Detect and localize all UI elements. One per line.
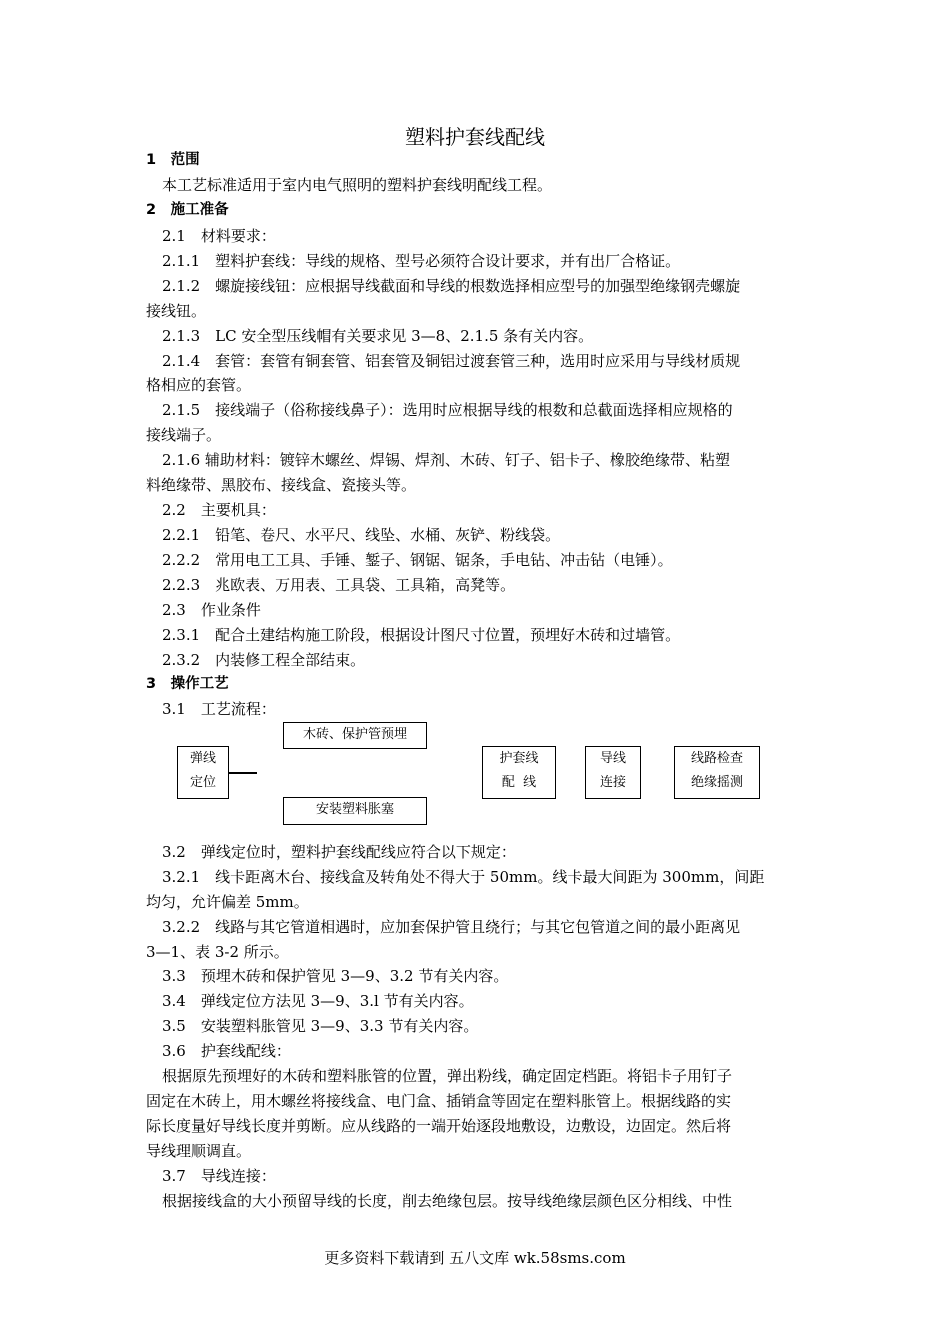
- flow-box-layout-line2: 定位: [189, 775, 216, 790]
- flow-box-inspect-line1: 线路检查: [690, 751, 743, 766]
- document-title: 塑料护套线配线: [405, 125, 545, 149]
- flow-box-wiring-line1: 护套线: [499, 751, 539, 766]
- paragraph-3-7-line1: 根据接线盒的大小预留导线的长度，削去绝缘包层。按导线绝缘层颜色区分相线、中性: [162, 1192, 733, 1210]
- flow-box-layout: [177, 746, 229, 799]
- section-2-1-1: 2.1.1 塑料护套线：导线的规格、型号必须符合设计要求，并有出厂合格证。: [162, 252, 681, 270]
- section-3-2-1: 3.2.1 线卡距离木台、接线盒及转角处不得大于 50mm。线卡最大间距为 300mm，间距: [162, 868, 765, 886]
- flow-box-connect-line2: 连接: [599, 775, 626, 790]
- section-2-3-1: 2.3.1 配合土建结构施工阶段，根据设计图尺寸位置，预埋好木砖和过墙管。: [162, 626, 681, 644]
- section-2-1: 2.1 材料要求：: [162, 227, 276, 245]
- section-2-1-3: 2.1.3 LC 安全型压线帽有关要求见 3—8、2.1.5 条有关内容。: [162, 327, 594, 345]
- flow-box-inspect-line2: 绝缘摇测: [690, 775, 743, 790]
- section-1-heading: 1 范围: [146, 152, 200, 168]
- section-2-1-4-cont: 格相应的套管。: [146, 376, 252, 394]
- paragraph-scope: 本工艺标准适用于室内电气照明的塑料护套线明配线工程。: [162, 176, 553, 194]
- section-3-3: 3.3 预埋木砖和保护管见 3—9、3.2 节有关内容。: [162, 967, 509, 985]
- section-2-1-5: 2.1.5 接线端子（俗称接线鼻子）：选用时应根据导线的根数和总截面选择相应规格的: [162, 401, 733, 419]
- paragraph-3-6-line2: 固定在木砖上，用木螺丝将接线盒、电门盒、插销盒等固定在塑料胀管上。根据线路的实: [146, 1092, 732, 1110]
- page-footer: 更多资料下载请到 五八文库 wk.58sms.com: [324, 1249, 626, 1267]
- section-2-1-6: 2.1.6 辅助材料：镀锌木螺丝、焊锡、焊剂、木砖、钉子、铝卡子、橡胶绝缘带、粘塑: [162, 451, 730, 469]
- section-3-2-2: 3.2.2 线路与其它管道相遇时，应加套保护管且绕行；与其它包管道之间的最小距离见: [162, 918, 741, 936]
- section-3-2-1-cont: 均匀，允许偏差 5mm。: [146, 893, 309, 911]
- flow-box-inspect: [674, 746, 760, 799]
- flow-box-connect-line1: 导线: [599, 751, 626, 766]
- section-2-2: 2.2 主要机具：: [162, 501, 276, 519]
- section-3-5: 3.5 安装塑料胀管见 3—9、3.3 节有关内容。: [162, 1017, 479, 1035]
- section-3-6: 3.6 护套线配线：: [162, 1042, 291, 1060]
- flow-box-layout-line1: 弹线: [189, 751, 216, 766]
- section-2-1-4: 2.1.4 套管：套管有铜套管、铝套管及铜铝过渡套管三种，选用时应采用与导线材质规: [162, 352, 741, 370]
- section-2-2-1: 2.2.1 铅笔、卷尺、水平尺、线坠、水桶、灰铲、粉线袋。: [162, 526, 561, 544]
- section-2-3-2: 2.3.2 内装修工程全部结束。: [162, 651, 366, 669]
- section-3-heading: 3 操作工艺: [146, 676, 229, 692]
- flow-connector: [229, 772, 257, 774]
- flow-box-wiring: [482, 746, 556, 799]
- flow-box-embed-wood: [283, 722, 427, 749]
- paragraph-3-6-line4: 导线理顺调直。: [146, 1142, 252, 1160]
- section-2-3: 2.3 作业条件: [162, 601, 261, 619]
- paragraph-3-6-line3: 际长度量好导线长度并剪断。应从线路的一端开始逐段地敷设，边敷设，边固定。然后将: [146, 1117, 732, 1135]
- section-3-2-2-cont: 3—1、表 3-2 所示。: [146, 943, 289, 961]
- section-3-4: 3.4 弹线定位方法见 3—9、3.l 节有关内容。: [162, 992, 474, 1010]
- section-3-2: 3.2 弹线定位时，塑料护套线配线应符合以下规定：: [162, 843, 516, 861]
- paragraph-3-6-line1: 根据原先预埋好的木砖和塑料胀管的位置，弹出粉线，确定固定档距。将铝卡子用钉子: [162, 1067, 733, 1085]
- flow-box-install-anchor: [283, 797, 427, 825]
- flow-box-install-anchor-label: 安装塑料胀塞: [315, 802, 394, 817]
- flow-box-connect: [585, 746, 641, 799]
- section-2-2-2: 2.2.2 常用电工工具、手锤、錾子、钢锯、锯条，手电钻、冲击钻（电锤）。: [162, 551, 673, 569]
- section-2-heading: 2 施工准备: [146, 202, 229, 218]
- section-3-1: 3.1 工艺流程：: [162, 700, 276, 718]
- section-2-1-6-cont: 料绝缘带、黑胶布、接线盒、瓷接头等。: [146, 476, 417, 494]
- section-2-1-2: 2.1.2 螺旋接线钮：应根据导线截面和导线的根数选择相应型号的加强型绝缘钢壳螺旋: [162, 277, 741, 295]
- section-2-1-2-cont: 接线钮。: [146, 302, 207, 320]
- flow-box-wiring-line2: 配 线: [501, 775, 537, 790]
- section-2-1-5-cont: 接线端子。: [146, 426, 222, 444]
- flow-box-embed-wood-label: 木砖、保护管预埋: [302, 727, 407, 742]
- section-3-7: 3.7 导线连接：: [162, 1167, 276, 1185]
- section-2-2-3: 2.2.3 兆欧表、万用表、工具袋、工具箱，高凳等。: [162, 576, 516, 594]
